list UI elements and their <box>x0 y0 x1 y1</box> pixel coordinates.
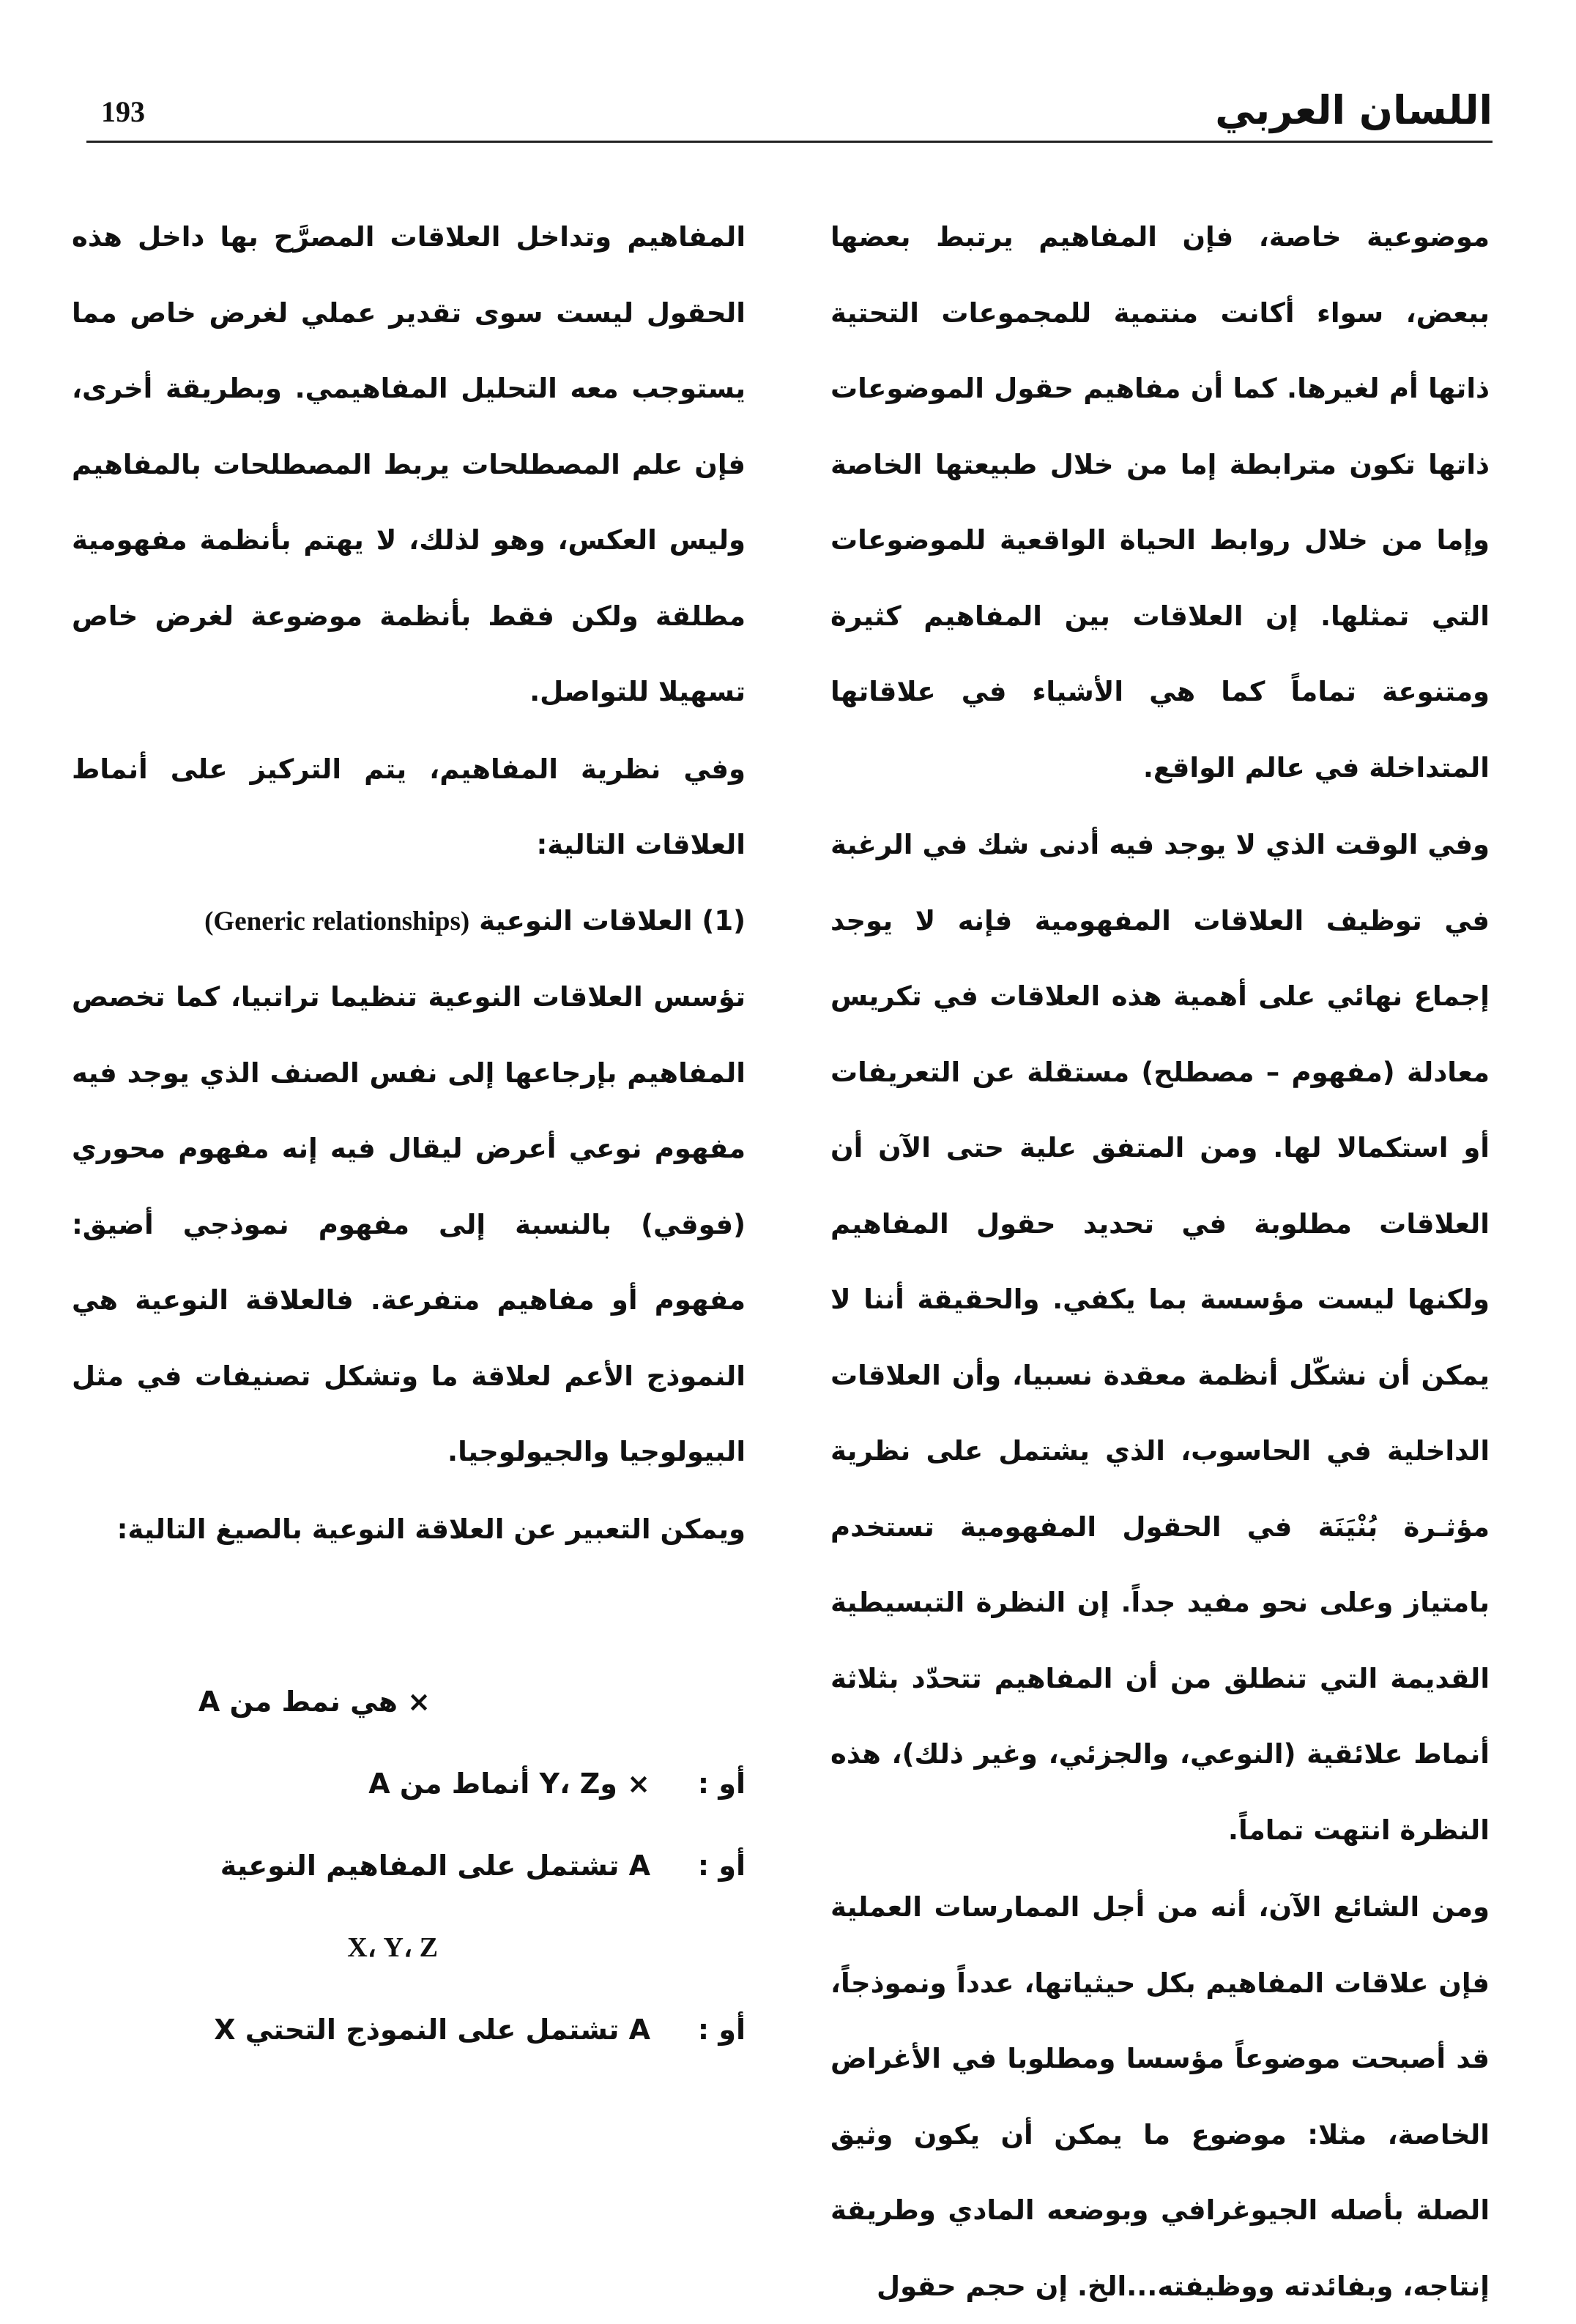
paragraph: موضوعية خاصة، فإن المفاهيم يرتبط بعضها ببعض، سواء أكانت منتمية للمجموعات التحتية ذاتها أم لغيرها. كما أن مفاهيم حقول الموضوعات ذاتها تكون مترابطة إما من خلال طبيعتها الخاصة وإما من خلال روابط الحياة الواقعية للموضوعات التي تمثلها. إن العلاقات بين المفاهيم كثيرة ومتنوعة تماماً كما هي الأشياء في علاقاتها المتداخلة في عالم الواقع. <box>830 221 1490 783</box>
formula-content: X، Y، Z <box>347 1932 438 1963</box>
formula-label: أو : <box>697 1850 746 1882</box>
paragraph: وفي نظرية المفاهيم، يتم التركيز على أنماط العلاقات التالية: <box>72 753 746 860</box>
paragraph: ويمكن التعبير عن العلاقة النوعية بالصيغ التالية: <box>116 1513 746 1545</box>
journal-title: اللسان العربي <box>1215 87 1493 133</box>
right-column <box>830 199 1490 2324</box>
left-column <box>72 199 746 2071</box>
formula-row <box>72 1661 746 1743</box>
paragraph: المفاهيم وتداخل العلاقات المصرَّح بها داخل هذه الحقول ليست سوى تقدير عملي لغرض خاص مما يستوجب معه التحليل المفاهيمي. وبطريقة أخرى، فإن علم المصطلحات يربط المصطلحات بالمفاهيم وليس العكس، وهو لذلك، لا يهتم بأنظمة مفهومية مطلقة ولكن فقط بأنظمة موضوعة لغرض خاص تسهيلا للتواصل. <box>72 221 746 707</box>
formula-row <box>72 1989 746 2071</box>
paragraph: وفي الوقت الذي لا يوجد فيه أدنى شك في الرغبة في توظيف العلاقات المفهومية فإنه لا يوجد إجماع نهائي على أهمية هذه العلاقات في تكريس معادلة (مفهوم – مصطلح) مستقلة عن التعريفات أو استكمالا لها. ومن المتفق علية حتى الآن أن العلاقات مطلوبة في تحديد حقول المفاهيم ولكنها ليست مؤسسة بما يكفي. والحقيقة أننا لا يمكن أن نشكّل أنظمة معقدة نسبيا، وأن العلاقات الداخلية في الحاسوب، الذي يشتمل على نظرية مؤثـرة بُنْيَنَة في الحقول المفهومية تستخدم بامتياز وعلى نحو مفيد جداً. إن النظرة التبسيطية القديمة التي تنطلق من أن المفاهيم تتحدّد بثلاثة أنماط علائقية (النوعي، والجزئي، وغير ذلك)، هذه النظرة انتهت تماماً. <box>830 829 1490 1846</box>
paragraph: ومن الشائع الآن، أنه من أجل الممارسات العملية فإن علاقات المفاهيم بكل حيثياتها، عدداً ونموذجاً، قد أصبحت موضوعاً مؤسسا ومطلوبا في الأغراض الخاصة، مثلا: موضوع ما يمكن أن يكون وثيق الصلة بأصله الجيوغرافي وبوضعه المادي وطريقة إنتاجه، وبفائدته ووظيفته...الخ. إن حجم حقول <box>830 1891 1490 2302</box>
formula-label: أو : <box>697 2014 746 2046</box>
paragraph: تؤسس العلاقات النوعية تنظيما تراتبيا، كما تخصص المفاهيم بإرجاعها إلى نفس الصنف الذي يوجد فيه مفهوم نوعي أعرض ليقال فيه إنه مفهوم محوري (فوقي) بالنسبة إلى مفهوم نموذجي أضيق: مفهوم أو مفاهيم متفرعة. فالعلاقة النوعية هي النموذج الأعم لعلاقة ما وتشكل تصنيفات في مثل البيولوجيا والجيولوجيا. <box>72 981 746 1467</box>
page-number: 193 <box>101 95 145 128</box>
formula-label: أو : <box>697 1768 746 1800</box>
section-heading <box>72 883 746 960</box>
formula-content: × وY، Z أنماط من A <box>368 1768 650 1800</box>
formula-content: A تشتمل على النموذج التحتي X <box>214 2014 650 2046</box>
section-heading-arabic: (1) العلاقات النوعية <box>479 904 746 936</box>
formula-row <box>72 1907 746 1989</box>
section-heading-latin: (Generic relationships) <box>204 906 470 936</box>
formula-content: × هي نمط من A <box>198 1686 431 1718</box>
formula-row <box>72 1825 746 1907</box>
page-header <box>86 79 1493 143</box>
formula-list <box>72 1661 746 2071</box>
formula-content: A تشتمل على المفاهيم النوعية <box>220 1850 650 1882</box>
formula-row <box>72 1743 746 1825</box>
